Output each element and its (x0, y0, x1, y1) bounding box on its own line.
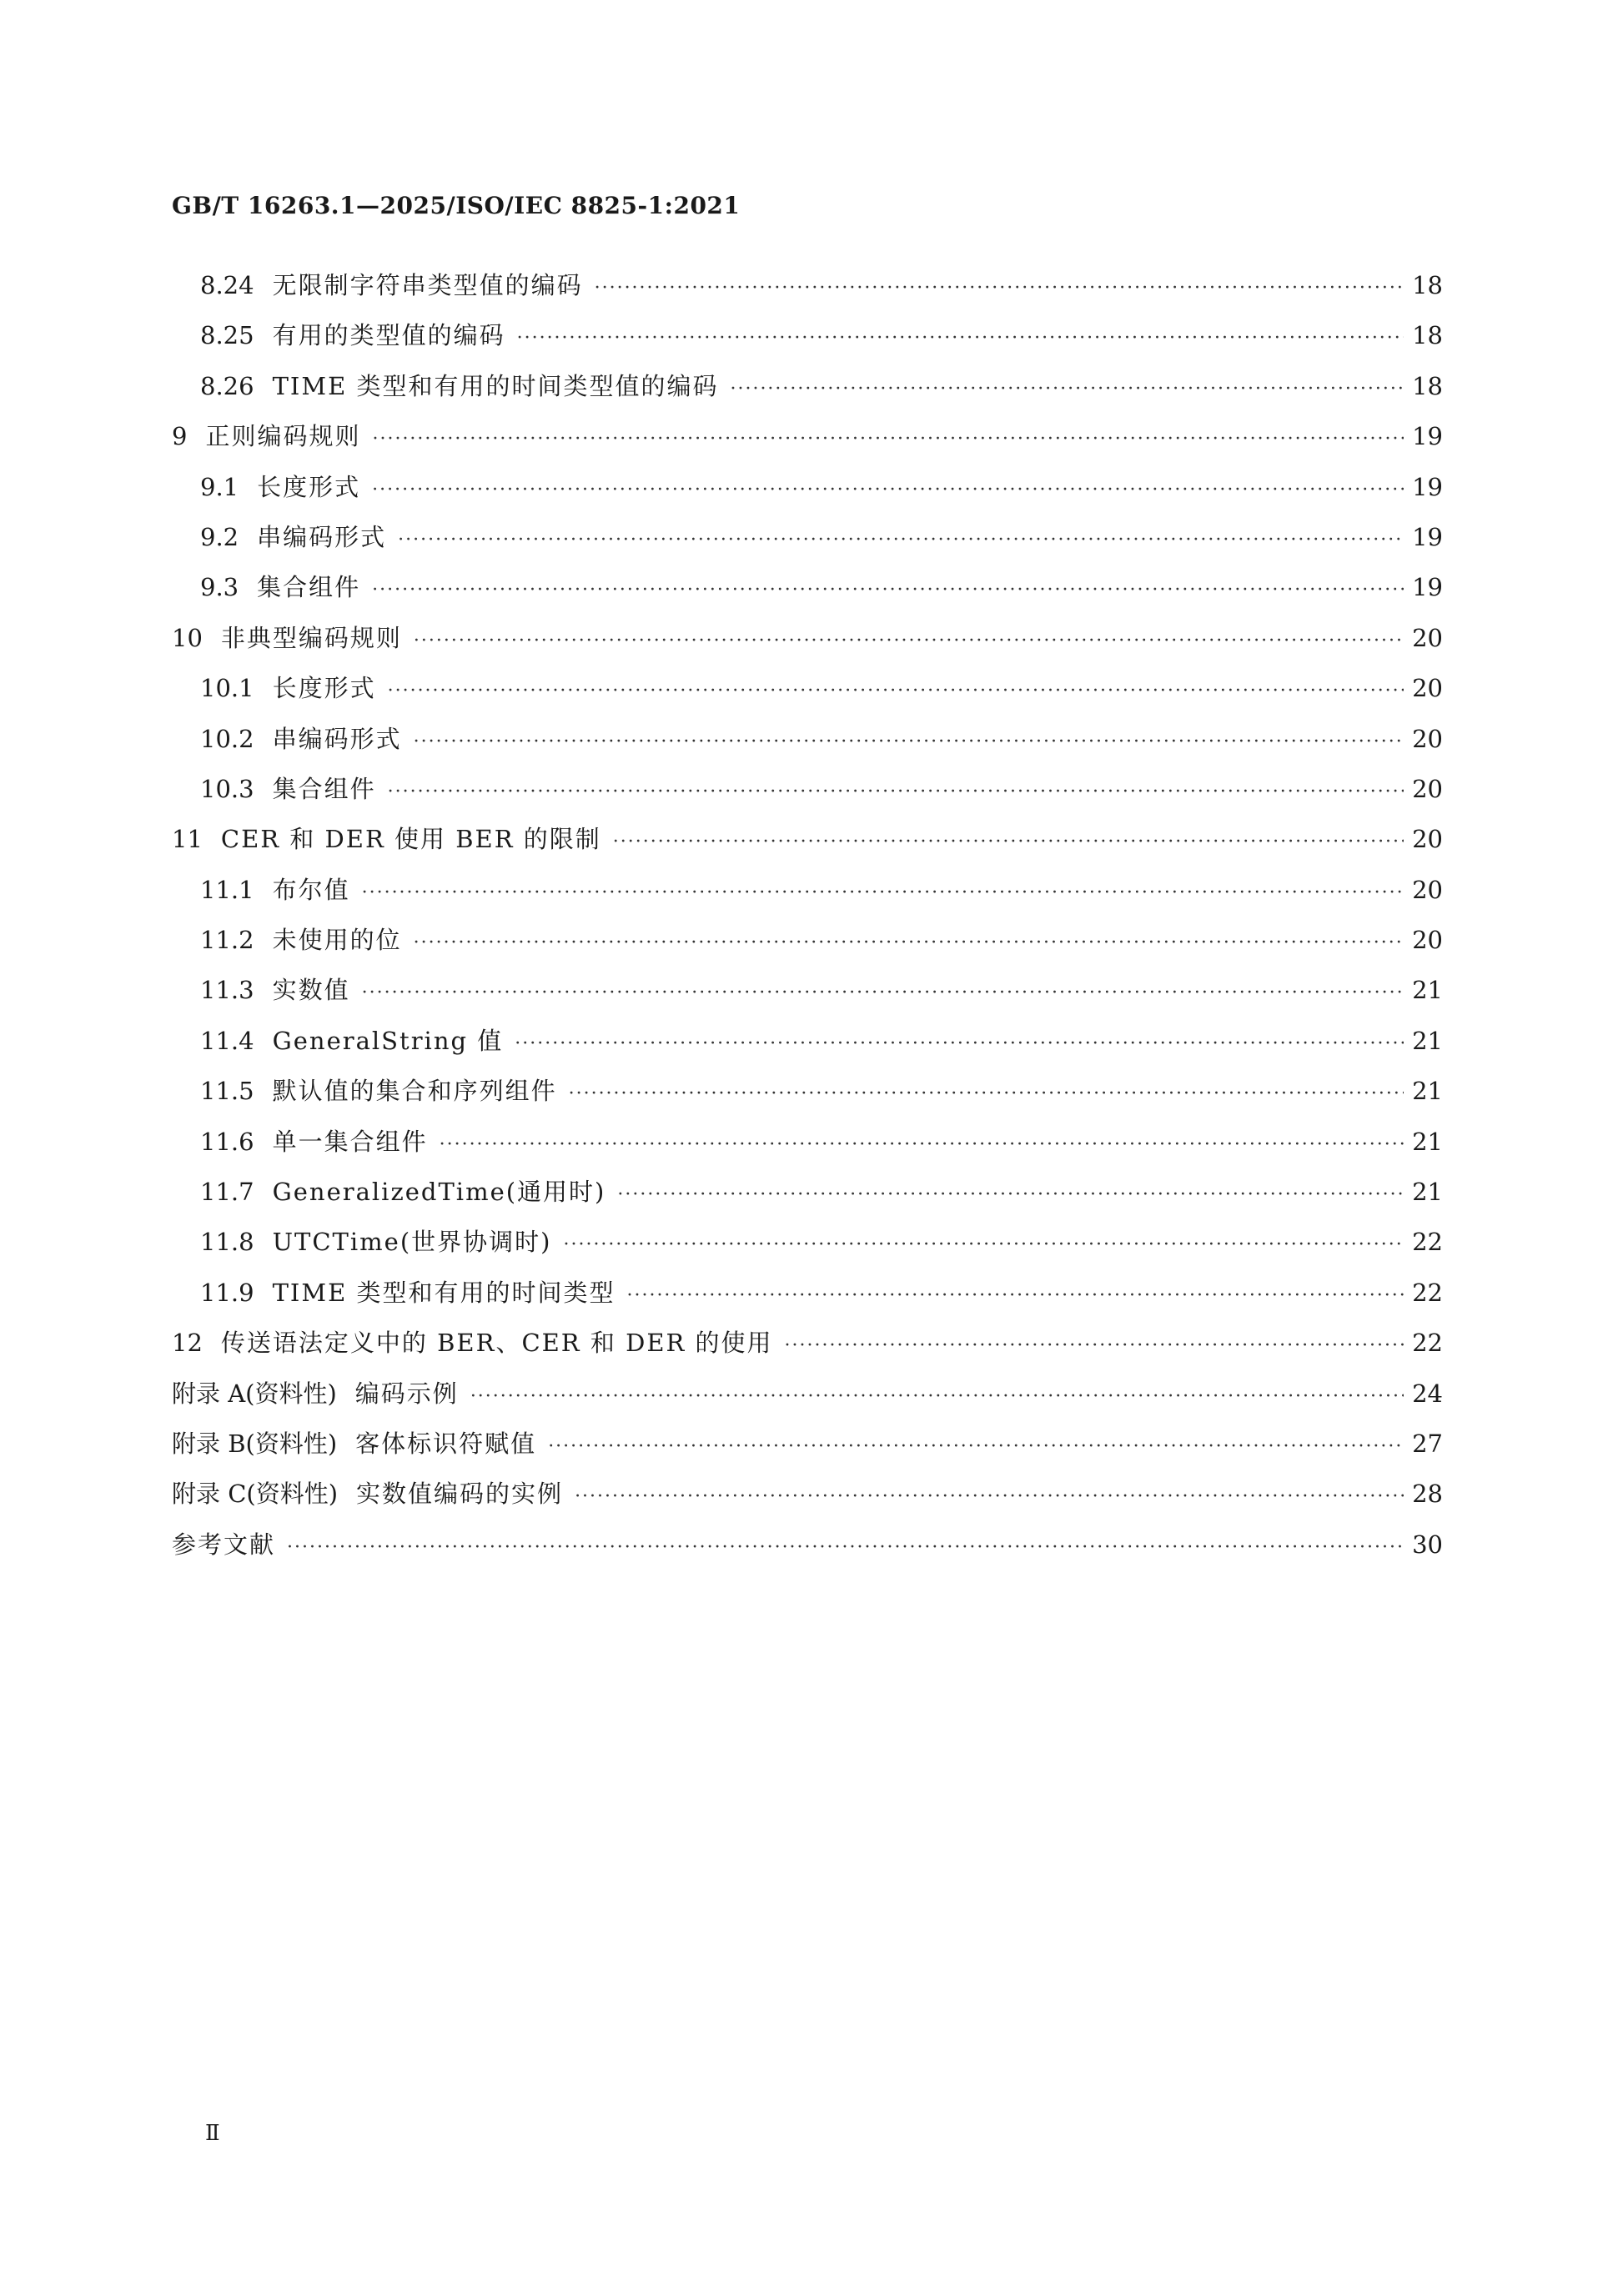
toc-dot-leader (372, 565, 1404, 615)
toc-dot-leader (414, 717, 1404, 767)
toc-entry-number: 9.3 (200, 573, 239, 602)
toc-entry-title: 单一集合组件 (272, 1127, 428, 1156)
toc-entry-title: CER 和 DER 使用 BER 的限制 (220, 825, 601, 854)
toc-entry-annex-a[interactable] (172, 1369, 1443, 1419)
toc-entry-number: 11.6 (200, 1127, 254, 1156)
toc-dot-leader (414, 918, 1404, 968)
toc-dot-leader (595, 264, 1404, 314)
toc-entry-page: 21 (1412, 976, 1443, 1005)
toc-entry-title: 长度形式 (272, 674, 376, 703)
toc-entry-title: UTCTime(世界协调时) (272, 1228, 552, 1257)
toc-entry-number: 8.26 (200, 371, 254, 400)
toc-entry-title: 客体标识符赋值 (355, 1429, 537, 1458)
toc-entry-number: 11.1 (200, 875, 254, 904)
toc-entry[interactable] (172, 965, 1443, 1015)
table-of-contents (172, 260, 1443, 1570)
toc-entry-annex-c[interactable] (172, 1469, 1443, 1519)
toc-entry-number: 10.3 (200, 774, 254, 803)
toc-entry-title: 布尔值 (272, 875, 350, 904)
toc-entry[interactable] (172, 1268, 1443, 1318)
toc-dot-leader (517, 314, 1404, 364)
toc-dot-leader (398, 515, 1404, 565)
toc-entry-title: 无限制字符串类型值的编码 (272, 271, 583, 299)
toc-entry-title: 有用的类型值的编码 (272, 321, 505, 350)
toc-dot-leader (414, 616, 1404, 666)
toc-entry[interactable] (172, 1217, 1443, 1267)
toc-entry-number: 11.5 (200, 1077, 254, 1106)
toc-entry-title: 实数值 (272, 976, 350, 1005)
toc-entry-number: 11.2 (200, 926, 254, 955)
toc-dot-leader (563, 1220, 1404, 1270)
toc-entry-page: 20 (1412, 724, 1443, 753)
toc-entry[interactable] (172, 562, 1443, 612)
toc-dot-leader (362, 968, 1404, 1018)
toc-entry-page: 19 (1412, 472, 1443, 501)
toc-entry[interactable] (172, 361, 1443, 411)
toc-entry[interactable] (172, 310, 1443, 360)
toc-dot-leader (515, 1019, 1404, 1069)
toc-entry-number: 附录 A(资料性) (172, 1379, 337, 1408)
toc-entry-number: 8.24 (200, 271, 254, 299)
toc-dot-leader (785, 1321, 1404, 1371)
toc-dot-leader (388, 666, 1404, 716)
toc-entry-page: 20 (1412, 674, 1443, 703)
toc-entry-number: 9 (172, 422, 188, 451)
toc-dot-leader (372, 414, 1404, 465)
toc-entry-title: TIME 类型和有用的时间类型值的编码 (272, 371, 719, 400)
toc-entry-number: 11.8 (200, 1228, 254, 1257)
standard-code-header: GB/T 16263.1—2025/ISO/IEC 8825-1:2021 (172, 192, 741, 219)
toc-entry-title: 串编码形式 (272, 724, 402, 753)
toc-entry[interactable] (172, 1167, 1443, 1217)
toc-entry-title: 默认值的集合和序列组件 (272, 1077, 557, 1106)
toc-entry-page: 18 (1412, 321, 1443, 350)
toc-entry-page: 19 (1412, 422, 1443, 451)
toc-entry-number: 11.7 (200, 1178, 254, 1207)
toc-entry-number: 11.3 (200, 976, 254, 1005)
toc-dot-leader (626, 1271, 1404, 1321)
toc-entry[interactable] (172, 613, 1443, 663)
toc-entry[interactable] (172, 915, 1443, 965)
toc-entry-number: 10.1 (200, 674, 254, 703)
toc-entry-page: 21 (1412, 1178, 1443, 1207)
toc-entry-number: 9.1 (200, 472, 239, 501)
toc-entry[interactable] (172, 260, 1443, 310)
toc-entry[interactable] (172, 1016, 1443, 1066)
toc-dot-leader (617, 1170, 1404, 1220)
toc-entry-title: 集合组件 (272, 774, 376, 803)
toc-dot-leader (470, 1372, 1404, 1422)
toc-dot-leader (575, 1472, 1404, 1522)
toc-entry-page: 18 (1412, 271, 1443, 299)
toc-entry-page: 24 (1412, 1379, 1443, 1408)
toc-entry-title: 实数值编码的实例 (356, 1480, 564, 1509)
toc-dot-leader (613, 817, 1404, 867)
toc-entry-page: 22 (1412, 1329, 1443, 1358)
toc-entry-title: 传送语法定义中的 BER、CER 和 DER 的使用 (220, 1329, 773, 1358)
toc-entry-number: 11 (172, 825, 203, 854)
toc-dot-leader (362, 868, 1404, 918)
toc-entry-title: 编码示例 (354, 1379, 459, 1408)
toc-entry-title: 长度形式 (257, 472, 361, 501)
toc-dot-leader (730, 364, 1404, 414)
toc-dot-leader (287, 1523, 1404, 1573)
toc-entry-number: 9.2 (200, 522, 239, 551)
toc-entry-page: 20 (1412, 774, 1443, 803)
toc-dot-leader (388, 767, 1404, 817)
toc-entry[interactable] (172, 1117, 1443, 1167)
toc-entry-annex-b[interactable] (172, 1419, 1443, 1469)
toc-entry-number: 12 (172, 1329, 203, 1358)
toc-dot-leader (440, 1120, 1404, 1170)
toc-entry-page: 20 (1412, 926, 1443, 955)
toc-entry-page: 20 (1412, 623, 1443, 652)
toc-entry[interactable] (172, 411, 1443, 461)
toc-entry[interactable] (172, 865, 1443, 915)
toc-entry-page: 21 (1412, 1026, 1443, 1055)
toc-entry-number: 10.2 (200, 724, 254, 753)
toc-dot-leader (372, 465, 1404, 515)
toc-entry[interactable] (172, 663, 1443, 713)
toc-entry-page: 21 (1412, 1127, 1443, 1156)
toc-entry-title: 正则编码规则 (205, 422, 361, 451)
toc-entry[interactable] (172, 1318, 1443, 1368)
toc-entry-number: 8.25 (200, 321, 254, 350)
toc-entry[interactable] (172, 714, 1443, 764)
toc-entry-page: 18 (1412, 371, 1443, 400)
toc-entry-page: 20 (1412, 875, 1443, 904)
toc-entry-title: 未使用的位 (272, 926, 402, 955)
page-number: Ⅱ (205, 2121, 220, 2146)
toc-entry-page: 20 (1412, 825, 1443, 854)
toc-entry-number: 附录 C(资料性) (172, 1480, 339, 1509)
toc-entry-page: 19 (1412, 573, 1443, 602)
toc-entry[interactable] (172, 512, 1443, 562)
toc-entry-number: 附录 B(资料性) (172, 1429, 338, 1458)
toc-dot-leader (548, 1422, 1404, 1472)
toc-entry-number: 10 (172, 623, 203, 652)
toc-entry-page: 21 (1412, 1077, 1443, 1106)
toc-entry-title: TIME 类型和有用的时间类型 (272, 1278, 616, 1307)
toc-entry-number: 11.9 (200, 1278, 254, 1307)
toc-entry-bibliography[interactable] (172, 1520, 1443, 1570)
toc-entry-title: 集合组件 (257, 573, 361, 602)
toc-entry-page: 30 (1412, 1530, 1443, 1559)
toc-entry[interactable] (172, 462, 1443, 512)
toc-entry-page: 22 (1412, 1228, 1443, 1257)
toc-entry[interactable] (172, 1066, 1443, 1116)
toc-entry-page: 22 (1412, 1278, 1443, 1307)
toc-entry-title: GeneralString 值 (272, 1026, 504, 1055)
toc-entry-number: 11.4 (200, 1026, 254, 1055)
toc-dot-leader (569, 1069, 1404, 1119)
toc-entry[interactable] (172, 764, 1443, 814)
toc-entry-title: 串编码形式 (257, 522, 387, 551)
toc-entry[interactable] (172, 814, 1443, 864)
toc-entry-page: 28 (1412, 1480, 1443, 1509)
toc-entry-page: 27 (1412, 1429, 1443, 1458)
toc-entry-title: GeneralizedTime(通用时) (272, 1178, 606, 1207)
toc-entry-page: 19 (1412, 522, 1443, 551)
toc-entry-title: 非典型编码规则 (220, 623, 402, 652)
toc-entry-title: 参考文献 (172, 1530, 276, 1559)
